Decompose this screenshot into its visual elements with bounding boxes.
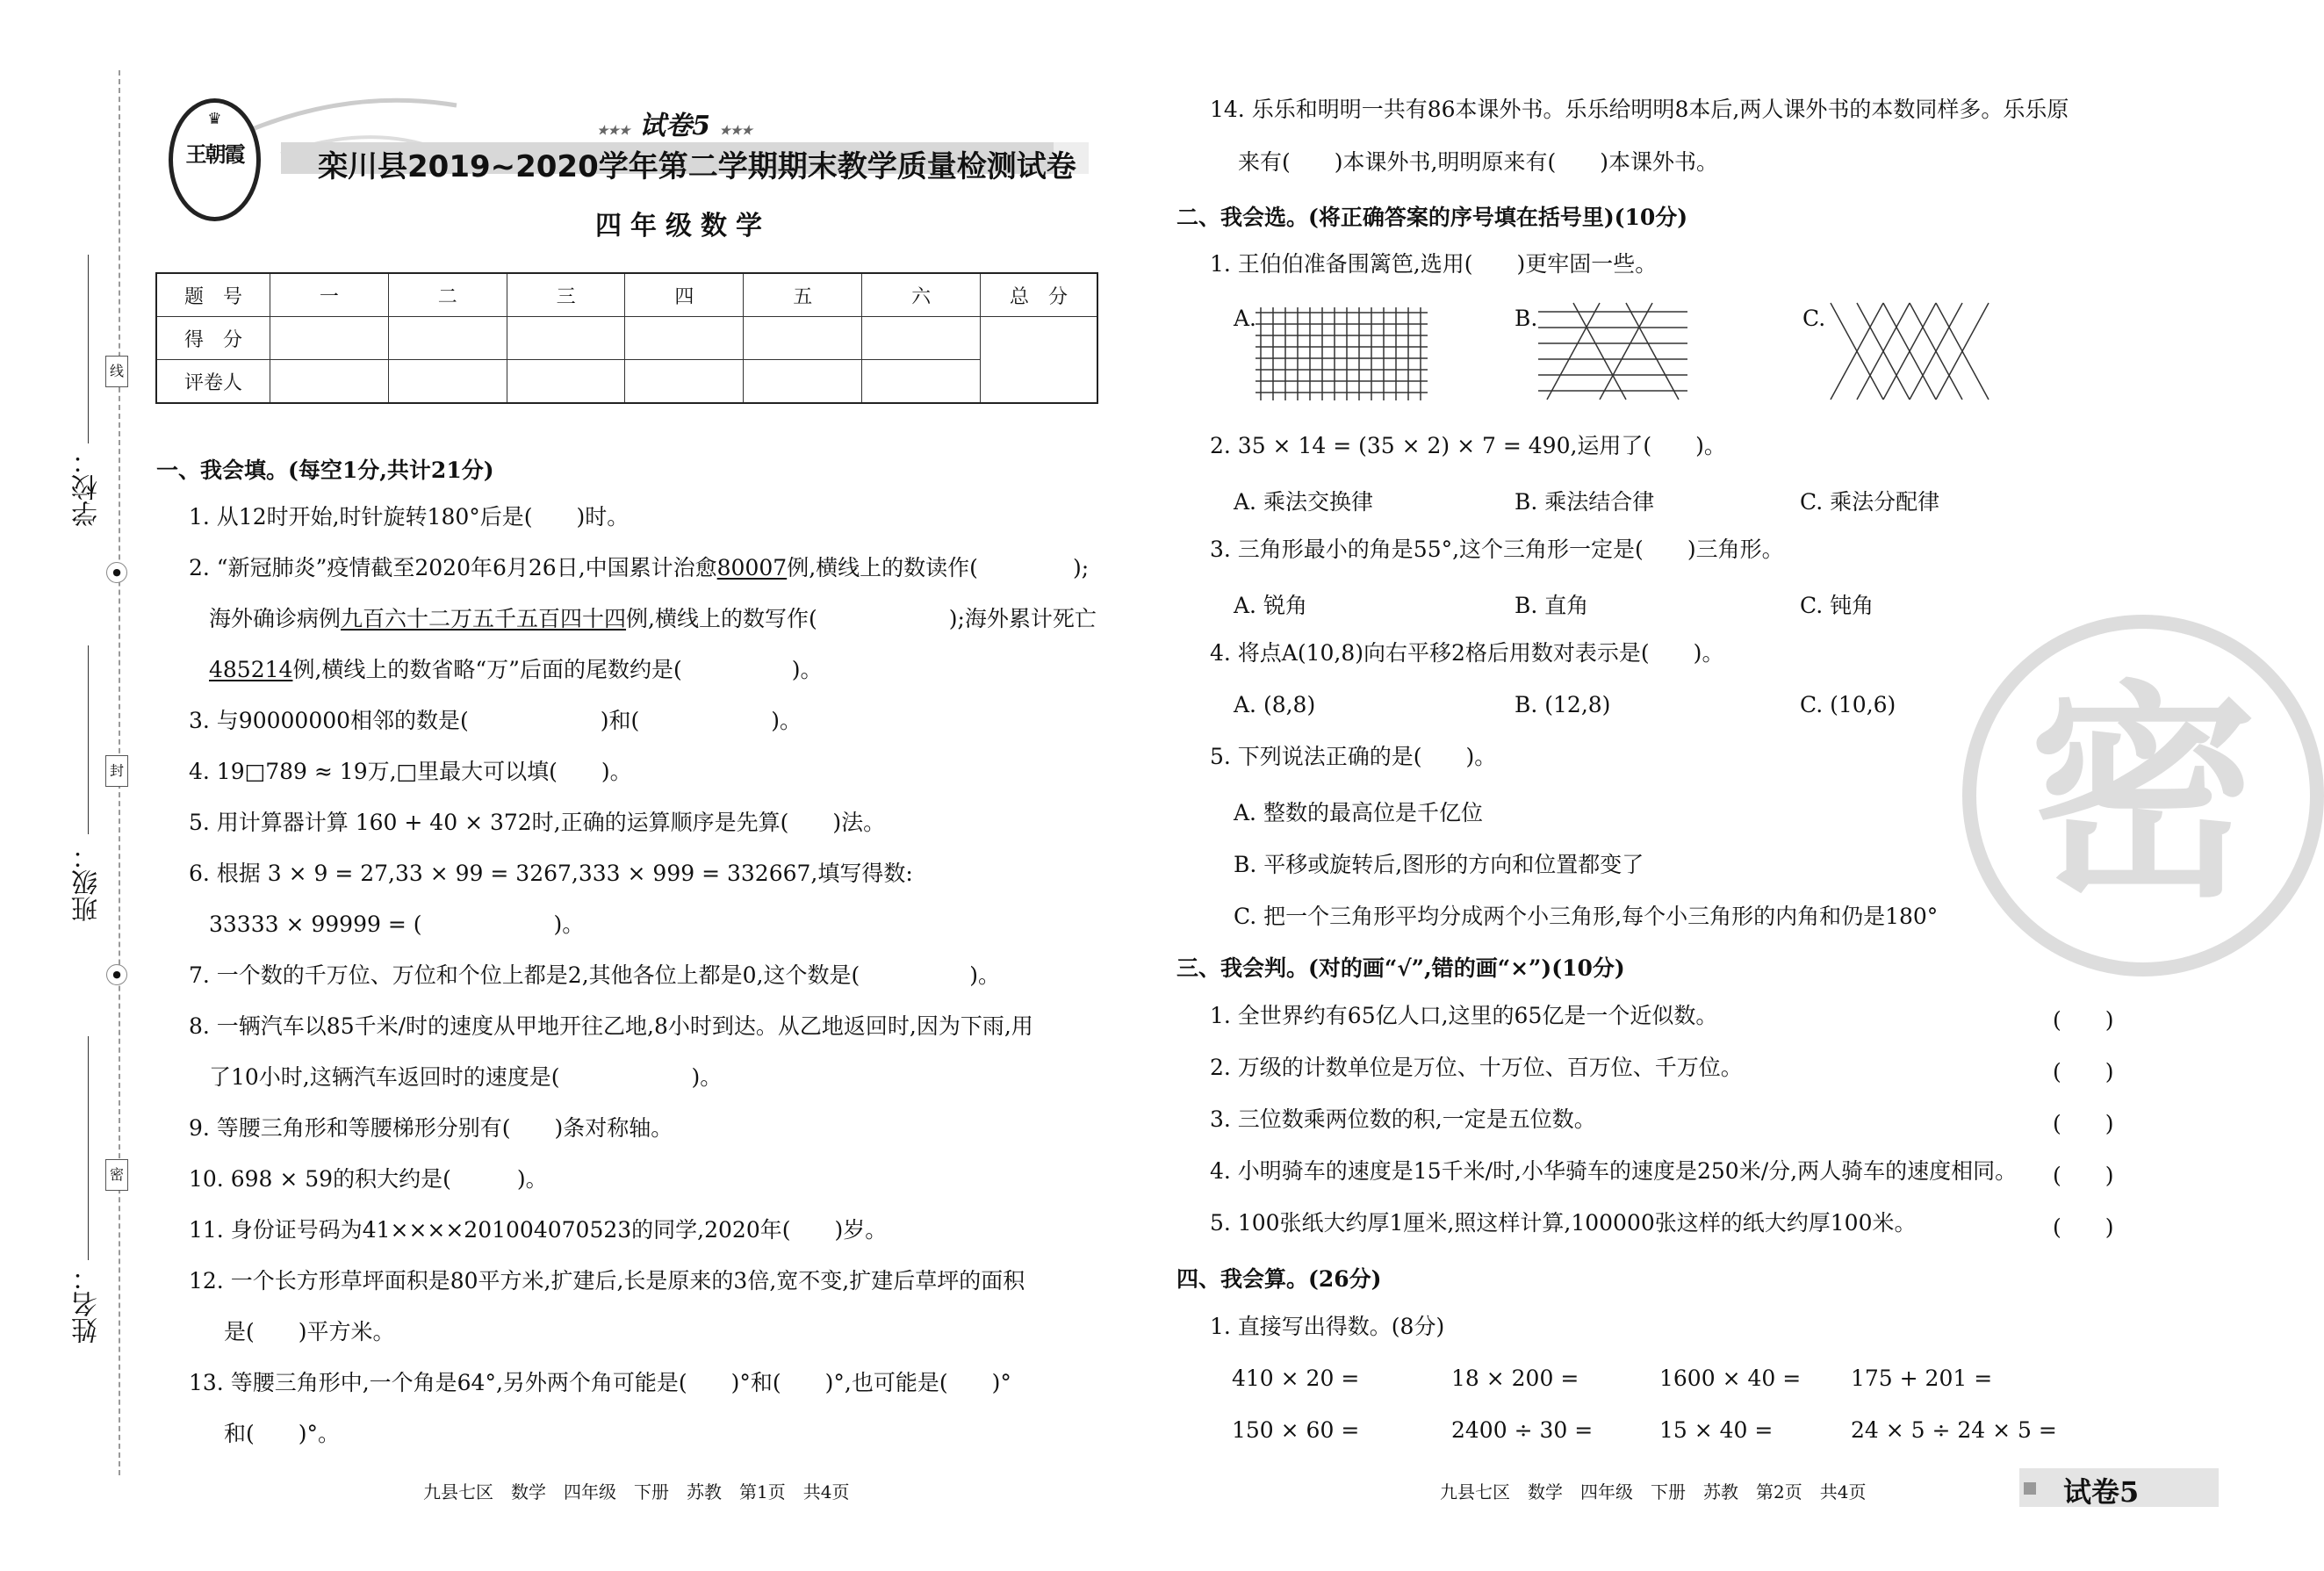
option-c: C. 钝角 (1800, 593, 1874, 618)
question-1-5: 5. 用计算器计算 160 + 40 × 372时,正确的运算顺序是先算( )法。 (189, 810, 886, 835)
question-1-12-line2: 是( )平方米。 (224, 1319, 395, 1344)
option-a: A. (8,8) (1234, 692, 1316, 717)
footer-paper-tag: 试卷5 (2063, 1475, 2140, 1509)
question-2-5: 5. 下列说法正确的是( )。 (1210, 744, 1497, 769)
column-header: 六 (862, 273, 981, 317)
calc-item: 150 × 60 = (1232, 1417, 1360, 1443)
question-1-7: 7. 一个数的千万位、万位和个位上都是2,其他各位上都是0,这个数是( )。 (189, 962, 1001, 988)
fence-lattice-option-c[interactable] (1831, 303, 1989, 400)
exam-title: 栾川县2019~2020学年第二学期期末教学质量检测试卷 (318, 149, 1076, 184)
score-cell[interactable] (270, 317, 389, 360)
grader-cell[interactable] (625, 360, 744, 404)
score-cell[interactable] (862, 317, 981, 360)
grader-cell[interactable] (862, 360, 981, 404)
option-b-label: B. (1515, 306, 1538, 331)
option-b: B. (12,8) (1515, 692, 1611, 717)
section-1-title: 一、我会填。(每空1分,共计21分) (156, 458, 494, 483)
option-a-label: A. (1234, 306, 1257, 331)
judge-answer-2[interactable]: ( ) (2053, 1059, 2114, 1085)
calc-item: 175 + 201 = (1851, 1366, 1993, 1391)
question-1-8-line1: 8. 一辆汽车以85千米/时的速度从甲地开往乙地,8小时到达。从乙地返回时,因为下雨,用 (189, 1013, 1033, 1039)
question-4-1: 1. 直接写出得数。(8分) (1210, 1314, 1445, 1339)
score-cell[interactable] (744, 317, 862, 360)
option-c-label: C. (1802, 306, 1826, 331)
section-2-title: 二、我会选。(将正确答案的序号填在括号里)(10分) (1176, 205, 1688, 230)
question-2-1: 1. 王伯伯准备围篱笆,选用( )更牢固一些。 (1210, 251, 1658, 277)
paper-tag: ★★★ 试卷5 ★★★ (597, 111, 753, 141)
column-header: 五 (744, 273, 862, 317)
question-1-10: 10. 698 × 59的积大约是( )。 (189, 1166, 548, 1192)
judge-item-2: 2. 万级的计数单位是万位、十万位、百万位、千万位。 (1210, 1055, 1743, 1080)
question-1-4: 4. 19□789 ≈ 19万,□里最大可以填( )。 (189, 759, 632, 784)
option-c: C. 把一个三角形平均分成两个小三角形,每个小三角形的内角和仍是180° (1234, 904, 1939, 929)
judge-answer-5[interactable]: ( ) (2053, 1214, 2114, 1240)
option-a: A. 乘法交换律 (1234, 489, 1373, 515)
watermark-seal: 密 (1962, 615, 2324, 976)
footer-squares-icon (2024, 1482, 2036, 1495)
grader-cell[interactable] (507, 360, 625, 404)
school-field[interactable] (88, 255, 89, 443)
binding-dot-icon: ● (106, 562, 127, 583)
question-1-8-line2: 了10小时,这辆汽车返回时的速度是( )。 (209, 1064, 723, 1090)
question-1-12-line1: 12. 一个长方形草坪面积是80平方米,扩建后,长是原来的3倍,宽不变,扩建后草坪的面积 (189, 1268, 1025, 1294)
question-1-3: 3. 与90000000相邻的数是( )和( )。 (189, 708, 802, 733)
judge-answer-1[interactable]: ( ) (2053, 1007, 2114, 1033)
question-1-6-line2: 33333 × 99999 = ( )。 (209, 912, 585, 937)
binding-mark-seal: 封 (105, 755, 128, 787)
crown-icon: ♛ (207, 110, 222, 128)
question-2-4: 4. 将点A(10,8)向右平移2格后用数对表示是( )。 (1210, 640, 1724, 666)
row-label: 评卷人 (156, 360, 270, 404)
calc-item: 24 × 5 ÷ 24 × 5 = (1851, 1417, 2057, 1443)
question-1-11: 11. 身份证号码为41××××201004070523的同学,2020年( )岁。 (189, 1217, 888, 1243)
fence-triangle-option-b[interactable] (1538, 303, 1687, 400)
section-3-title: 三、我会判。(对的画“√”,错的画“×”)(10分) (1176, 955, 1625, 981)
column-header: 二 (388, 273, 507, 317)
school-label: 学校： (72, 448, 103, 527)
question-1-2-line3: 485214例,横线上的数省略“万”后面的尾数约是( )。 (209, 657, 823, 682)
row-label: 得 分 (156, 317, 270, 360)
calc-item: 410 × 20 = (1232, 1366, 1360, 1391)
judge-answer-3[interactable]: ( ) (2053, 1111, 2114, 1136)
binding-dot-icon: ● (106, 964, 127, 985)
footer-left: 九县七区 数学 四年级 下册 苏教 第1页 共4页 (423, 1481, 850, 1503)
footer-right: 九县七区 数学 四年级 下册 苏教 第2页 共4页 (1440, 1481, 1867, 1503)
judge-item-4: 4. 小明骑车的速度是15千米/时,小华骑车的速度是250米/分,两人骑车的速度相同。 (1210, 1158, 2018, 1184)
binding-mark-secret: 密 (105, 1159, 128, 1191)
question-1-13-line1: 13. 等腰三角形中,一个角是64°,另外两个角可能是( )°和( )°,也可能是( )° (189, 1370, 1011, 1395)
grader-cell[interactable] (744, 360, 862, 404)
option-c: C. 乘法分配律 (1800, 489, 1940, 515)
score-cell[interactable] (388, 317, 507, 360)
question-1-14-line2: 来有( )本课外书,明明原来有( )本课外书。 (1238, 149, 1718, 175)
brand-logo (169, 98, 261, 221)
exam-subject: 四年级数学 (595, 211, 771, 241)
grader-cell[interactable] (270, 360, 389, 404)
judge-answer-4[interactable]: ( ) (2053, 1163, 2114, 1188)
class-label: 班级： (72, 843, 103, 922)
question-1-2-line2: 海外确诊病例九百六十二万五千五百四十四例,横线上的数写作( );海外累计死亡 (209, 606, 1097, 631)
option-b: B. 乘法结合律 (1515, 489, 1655, 515)
option-a: A. 整数的最高位是千亿位 (1234, 800, 1483, 825)
calc-item: 18 × 200 = (1451, 1366, 1579, 1391)
score-cell[interactable] (625, 317, 744, 360)
column-header: 四 (625, 273, 744, 317)
section-4-title: 四、我会算。(26分) (1176, 1266, 1382, 1292)
total-score-cell[interactable] (981, 317, 1098, 404)
question-1-9: 9. 等腰三角形和等腰梯形分别有( )条对称轴。 (189, 1115, 673, 1141)
grader-cell[interactable] (388, 360, 507, 404)
judge-item-1: 1. 全世界约有65亿人口,这里的65亿是一个近似数。 (1210, 1003, 1718, 1028)
option-c: C. (10,6) (1800, 692, 1896, 717)
question-1-2-line1: 2. “新冠肺炎”疫情截至2020年6月26日,中国累计治愈80007例,横线上的数读作( (189, 555, 978, 580)
star-icon: ★★★ (597, 124, 630, 138)
name-label: 姓名： (72, 1265, 103, 1344)
fence-grid-option-a[interactable] (1256, 307, 1428, 400)
table-row (156, 317, 1097, 360)
question-2-2: 2. 35 × 14 = (35 × 2) × 7 = 490,运用了( )。 (1210, 433, 1726, 458)
question-1-6-line1: 6. 根据 3 × 9 = 27,33 × 99 = 3267,333 × 999 = 332667,填写得数: (189, 861, 913, 886)
judge-item-3: 3. 三位数乘两位数的积,一定是五位数。 (1210, 1106, 1596, 1132)
column-header: 一 (270, 273, 389, 317)
table-row (156, 273, 1097, 317)
calc-item: 1600 × 40 = (1659, 1366, 1802, 1391)
question-1-2-line1-end: ); (1073, 555, 1090, 580)
calc-item: 15 × 40 = (1659, 1417, 1774, 1443)
score-cell[interactable] (507, 317, 625, 360)
logo-text: 王朝霞 (185, 141, 244, 167)
column-header: 总 分 (981, 273, 1098, 317)
table-row (156, 360, 1097, 404)
column-header: 三 (507, 273, 625, 317)
option-b: B. 平移或旋转后,图形的方向和位置都变了 (1234, 852, 1644, 877)
option-a: A. 锐角 (1234, 593, 1307, 618)
question-2-3: 3. 三角形最小的角是55°,这个三角形一定是( )三角形。 (1210, 537, 1784, 562)
question-1-1: 1. 从12时开始,时针旋转180°后是( )时。 (189, 504, 630, 530)
calc-item: 2400 ÷ 30 = (1451, 1417, 1594, 1443)
question-1-13-line2: 和( )°。 (224, 1421, 341, 1446)
star-icon: ★★★ (719, 124, 753, 138)
binding-mark-line: 线 (105, 356, 128, 387)
option-b: B. 直角 (1515, 593, 1589, 618)
question-1-14-line1: 14. 乐乐和明明一共有86本课外书。乐乐给明明8本后,两人课外书的本数同样多。乐乐原 (1210, 97, 2069, 122)
score-table (155, 272, 1098, 404)
judge-item-5: 5. 100张纸大约厚1厘米,照这样计算,100000张这样的纸大约厚100米。 (1210, 1210, 1917, 1236)
class-field[interactable] (88, 645, 89, 834)
name-field[interactable] (88, 1036, 89, 1260)
row-label: 题 号 (156, 273, 270, 317)
